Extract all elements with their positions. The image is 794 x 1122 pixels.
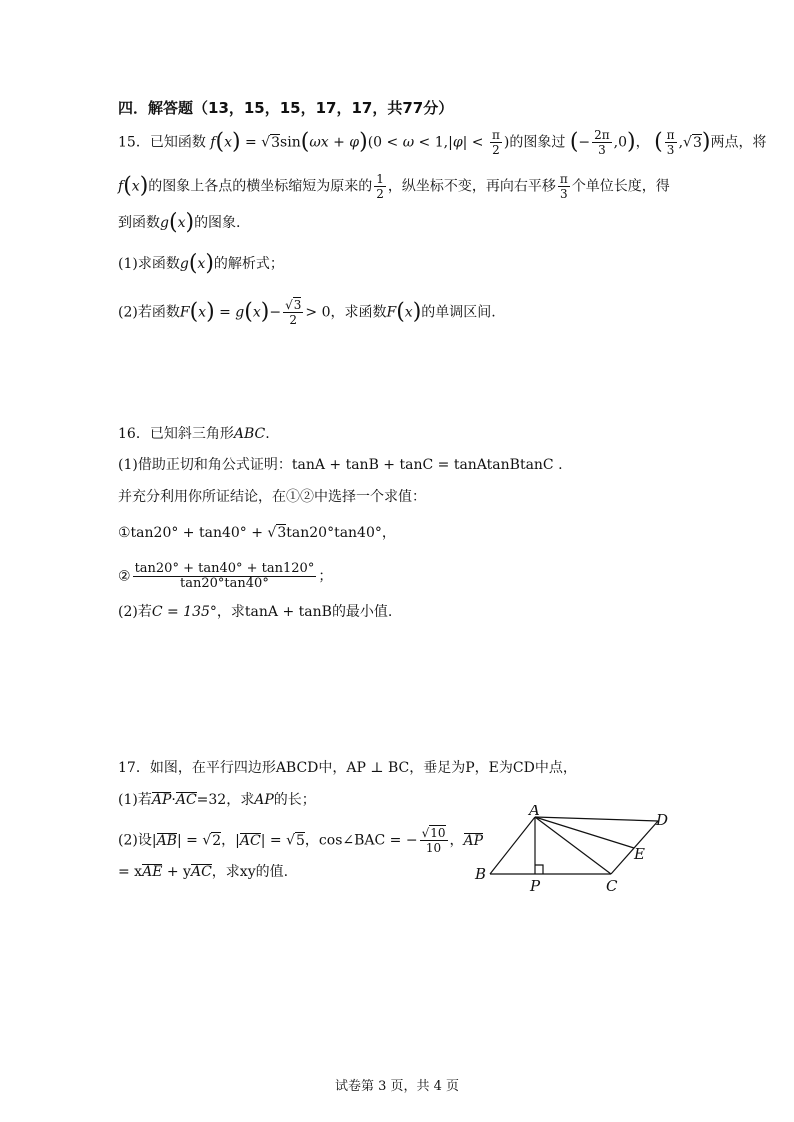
q16-part-1: (1)借助正切和角公式证明：tanA + tanB + tanC = tanAtanBtanC . [118, 457, 563, 473]
q16-line-1: 16．已知斜三角形ABC. [118, 426, 270, 442]
q17-line-1: 17．如图，在平行四边形ABCD中，AP ⊥ BC，垂足为P，E为CD中点， [118, 760, 577, 776]
label-p: P [530, 877, 541, 895]
q17-part-2-cont: = xAE + yAC，求xy的值. [118, 864, 289, 880]
parallelogram-figure [470, 805, 690, 895]
label-c: C [606, 877, 618, 895]
q17-part-2: (2)设|AB| = √2，|AC| = √5，cos∠BAC = − $\frac{√10}{10}$ ，AP [118, 826, 484, 855]
page-footer: 试卷第 3 页，共 4 页 [334, 1079, 460, 1094]
q16-line-3: 并充分利用你所证结论，在①②中选择一个求值： [118, 489, 426, 505]
label-e: E [634, 845, 645, 863]
right-angle-mark [535, 865, 543, 874]
label-b: B [475, 865, 487, 883]
segment-ae [535, 817, 634, 848]
q15-line-1: 15．已知函数 f(x) = √3sin(ωx + φ)(0 < ω < 1,|φ| < $\frac{\pi}{2}$ )的图象过 (− $\frac{2\pi}{3}$ ,0)， ( $\frac{\pi}{3}$ ,√3)两点，将 [118, 128, 767, 157]
q15-line-3: 到函数g(x)的图象. [118, 210, 241, 235]
q15-part-2: (2)若函数F(x) = g(x)− $\frac{√3}{2}$ > 0，求函数F(x)的单调区间. [118, 298, 496, 327]
section-heading: 四．解答题（13，15，15，17，17，共77分） [118, 99, 454, 117]
edge-ba [490, 817, 535, 874]
q16-option-2: ② $\frac{\tan 20^\circ + \tan 40^\circ + \tan 120^\circ}{\tan 20^\circ\tan 40^\circ}$ ； [118, 561, 333, 591]
label-a: A [529, 805, 540, 819]
q16-option-1: ①tan20° + tan40° + √3tan20°tan40°， [118, 525, 396, 541]
edge-ad [535, 817, 658, 821]
q15-line-2: f(x)的图象上各点的横坐标缩短为原来的 $\frac{1}{2}$ ，纵坐标不变，再向右平移 $\frac{\pi}{3}$ 个单位长度，得 [118, 172, 670, 201]
q15-part-1: (1)求函数g(x)的解析式； [118, 251, 284, 276]
segment-ac [535, 817, 611, 874]
label-d: D [656, 811, 669, 829]
q17-part-1: (1)若AP·AC=32，求AP的长； [118, 792, 316, 808]
q16-part-2: (2)若C = 135°，求tanA + tanB的最小值. [118, 604, 393, 620]
